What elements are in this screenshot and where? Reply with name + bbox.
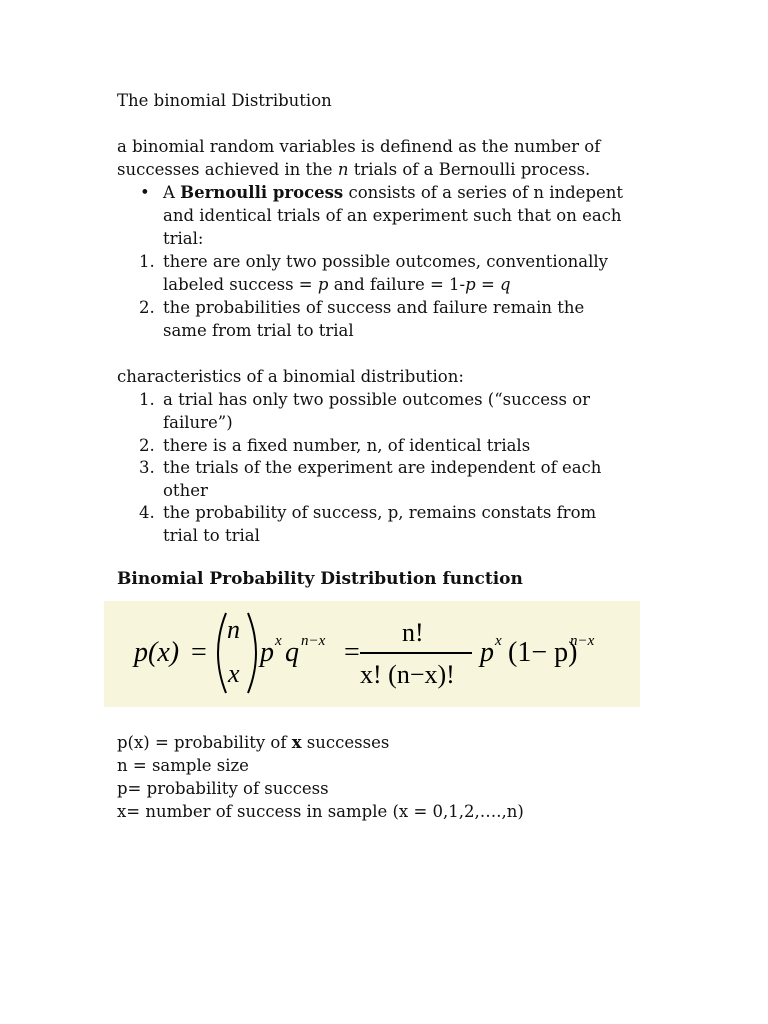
bullet-line-2: and identical trials of an experiment such that on each <box>163 206 622 225</box>
definition-x: x= number of success in sample (x = 0,1,2,….,n) <box>117 802 524 821</box>
right-paren <box>248 613 256 693</box>
text-segment: successes <box>301 733 390 752</box>
p-variable: p <box>317 275 329 294</box>
bernoulli-process-term: Bernoulli process <box>180 183 344 202</box>
process-item-2-line-2: same from trial to trial <box>163 321 354 340</box>
process-item-1-line-1: there are only two possible outcomes, conventionally <box>163 252 608 271</box>
definition-p: p= probability of success <box>117 779 329 798</box>
characteristic-4-line-1: the probability of success, p, remains constats from <box>163 503 597 522</box>
list-number: 2. <box>139 436 155 455</box>
q-variable: p = q <box>465 275 511 294</box>
document-title: The binomial Distribution <box>117 91 332 110</box>
formula-denominator: x! (n−x)! <box>360 660 455 689</box>
text-segment: labeled success = <box>163 275 318 294</box>
list-number: 1. <box>139 252 155 271</box>
process-item-1-line-2 <box>163 273 511 296</box>
binomial-formula <box>104 601 640 707</box>
formula-equals-1: = <box>191 637 207 668</box>
list-number: 3. <box>139 458 155 477</box>
formula-numerator: n! <box>402 618 424 647</box>
formula-q: q <box>285 637 299 668</box>
binom-bottom: x <box>228 659 240 688</box>
x-variable: x <box>291 733 302 752</box>
formula-equals-2: = <box>344 637 360 668</box>
formula-one-minus-p: (1− p) <box>508 637 578 668</box>
bullet-marker: • <box>140 183 150 202</box>
characteristic-1-line-2: failure”) <box>163 413 233 432</box>
formula-exp-nx: n−x <box>301 633 326 649</box>
characteristic-4-line-2: trial to trial <box>163 526 260 545</box>
characteristic-3-line-2: other <box>163 481 208 500</box>
formula-p: p <box>260 637 274 668</box>
formula-exp-x-2: x <box>495 633 502 649</box>
characteristic-3-line-1: the trials of the experiment are independent of each <box>163 458 602 477</box>
definition-n: n = sample size <box>117 756 249 775</box>
left-paren <box>218 613 226 693</box>
process-item-2-line-1: the probabilities of success and failure remain the <box>163 298 585 317</box>
formula-exp-nx-2: n−x <box>570 633 595 649</box>
list-number: 2. <box>139 298 155 317</box>
bullet-line-3: trial: <box>163 229 204 248</box>
text-segment: p(x) = probability of <box>117 733 292 752</box>
formula-box <box>104 601 640 707</box>
list-number: 4. <box>139 503 155 522</box>
intro-text-b: trials of a Bernoulli process. <box>348 160 591 179</box>
characteristics-heading: characteristics of a binomial distribution: <box>117 367 464 386</box>
formula-lhs: p(x) <box>134 637 180 668</box>
text-segment: and failure = 1- <box>328 275 466 294</box>
intro-n-variable: n <box>337 160 349 179</box>
characteristic-2-line-1: there is a fixed number, n, of identical trials <box>163 436 531 455</box>
intro-line-1: a binomial random variables is definend as the number of <box>117 137 601 156</box>
definition-px <box>117 731 389 754</box>
characteristic-1-line-1: a trial has only two possible outcomes (“success or <box>163 390 591 409</box>
bullet-line-1 <box>163 181 623 204</box>
binom-top: n <box>227 615 240 644</box>
bullet-text-b: consists of a series of n indepent <box>343 183 624 202</box>
intro-line-2 <box>117 158 590 181</box>
list-number: 1. <box>139 390 155 409</box>
intro-text-a: successes achieved in the <box>117 160 338 179</box>
bullet-text-a: A <box>163 183 181 202</box>
formula-p-2: p <box>480 637 494 668</box>
formula-heading: Binomial Probability Distribution function <box>117 569 523 589</box>
formula-exp-x: x <box>275 633 282 649</box>
